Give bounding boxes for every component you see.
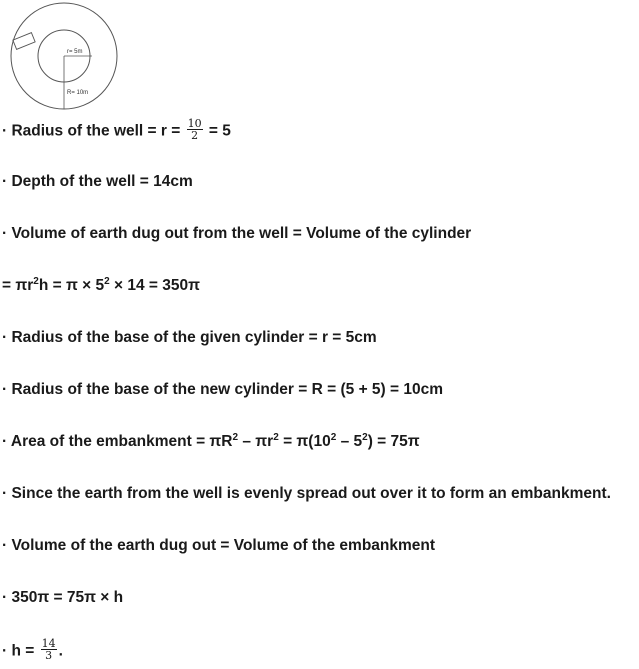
area-part-a: · Area of the embankment = πR <box>2 433 233 450</box>
height-period: . <box>58 642 63 660</box>
exponent: 2 <box>232 432 239 443</box>
area-embankment-line <box>2 432 420 452</box>
well-diagram-svg <box>0 0 130 110</box>
radius-of-well-result: = 5 <box>204 122 231 140</box>
radius-new-cylinder-line: · Radius of the base of the new cylinder = R = (5 + 5) = 10cm <box>2 381 444 398</box>
fraction-numerator: 14 <box>41 637 56 650</box>
fraction-denominator: 2 <box>191 129 199 142</box>
volume-calc-part-c: × 14 = 350π <box>109 277 200 294</box>
volume-calc-part-b: h = π × 5 <box>38 277 105 294</box>
exponent: 2 <box>362 432 368 443</box>
area-part-c: = π(10 <box>278 433 331 450</box>
area-part-d: – 5 <box>336 433 363 450</box>
exponent: 2 <box>104 276 110 287</box>
height-text: · h = <box>2 642 39 660</box>
embankment-block <box>13 33 35 50</box>
outer-radius-label: R= 10m <box>67 90 89 96</box>
well-diagram <box>0 0 130 110</box>
exponent: 2 <box>330 432 337 443</box>
radius-fraction <box>187 118 203 141</box>
height-fraction <box>41 638 57 661</box>
volume-calc-part-a: = πr <box>2 277 34 294</box>
earth-spread-line: · Since the earth from the well is evenly spread out over it to form an embankment. <box>2 485 611 502</box>
inner-radius-label: r= 5m <box>67 49 83 55</box>
radius-of-well-text: · Radius of the well = r = <box>2 122 185 140</box>
depth-of-well-line: · Depth of the well = 14cm <box>2 173 193 190</box>
volume-earth-line: · Volume of earth dug out from the well = Volume of the cylinder <box>2 225 472 242</box>
area-part-b: – πr <box>238 433 274 450</box>
volume-calc-line <box>2 276 200 296</box>
equation-line: · 350π = 75π × h <box>2 589 124 606</box>
radius-of-well-line <box>2 117 231 143</box>
radius-given-cylinder-line: · Radius of the base of the given cylinder = r = 5cm <box>2 329 377 346</box>
area-part-e: ) = 75π <box>367 433 420 450</box>
exponent: 2 <box>33 276 39 287</box>
volume-equality-line: · Volume of the earth dug out = Volume of the embankment <box>2 537 436 554</box>
exponent: 2 <box>273 432 279 443</box>
fraction-numerator: 10 <box>187 117 202 130</box>
height-result-line <box>2 637 63 663</box>
fraction-denominator: 3 <box>45 649 53 662</box>
